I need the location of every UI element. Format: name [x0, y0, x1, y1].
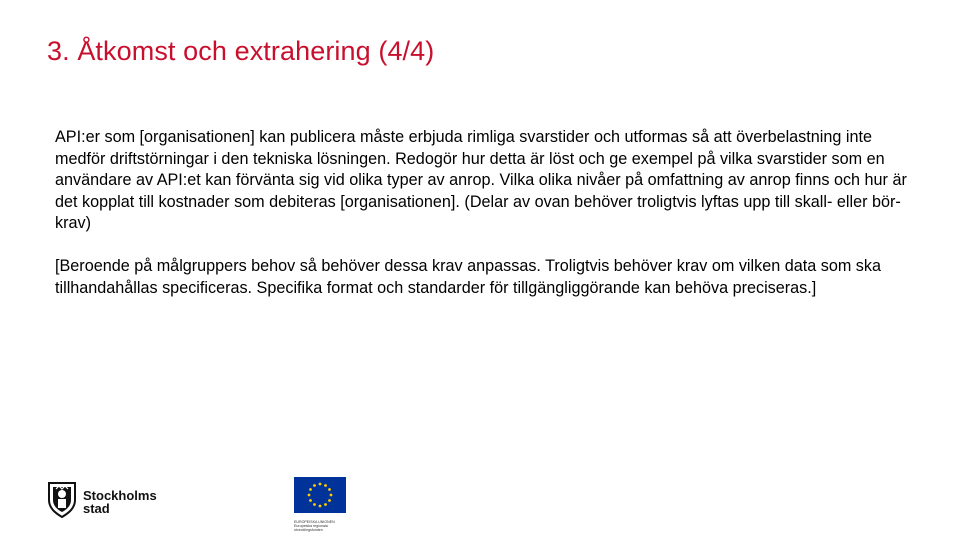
eu-logo — [294, 477, 350, 533]
slide-title: 3. Åtkomst och extrahering (4/4) — [47, 36, 435, 66]
paragraph-note: [Beroende på målgruppers behov så behöver dessa krav anpassas. Troligtvis behöver krav om vilken data som ska tillhandahållas specificeras. Specifika format och standarder för tillgängliggörande kan behöva preciseras.] — [55, 257, 881, 297]
stockholm-crest-icon — [47, 480, 77, 523]
stockholm-logo — [47, 480, 157, 523]
eu-flag-icon — [294, 477, 346, 518]
eu-caption: EUROPEISKA UNIONEN Europeiska regionala utvecklingsfonden — [294, 520, 335, 533]
stockholm-logo-text: Stockholms stad — [83, 487, 157, 516]
paragraph-requirements: API:er som [organisationen] kan publicera måste erbjuda rimliga svarstider och utformas så att överbelastning inte medför driftstörningar i den tekniska lösningen. Redogör hur detta är löst och ge exempel på vilka svarstider som en användare av API:et kan förvänta sig vid olika typer av anrop. Vilka olika nivåer på omfattning av anrop finns och hur är det kopplat till kostnader som debiteras [organisationen]. (Delar av ovan behöver troligtvis lyftas upp till skall- eller bör-krav) — [55, 128, 907, 232]
slide-body — [55, 127, 925, 321]
